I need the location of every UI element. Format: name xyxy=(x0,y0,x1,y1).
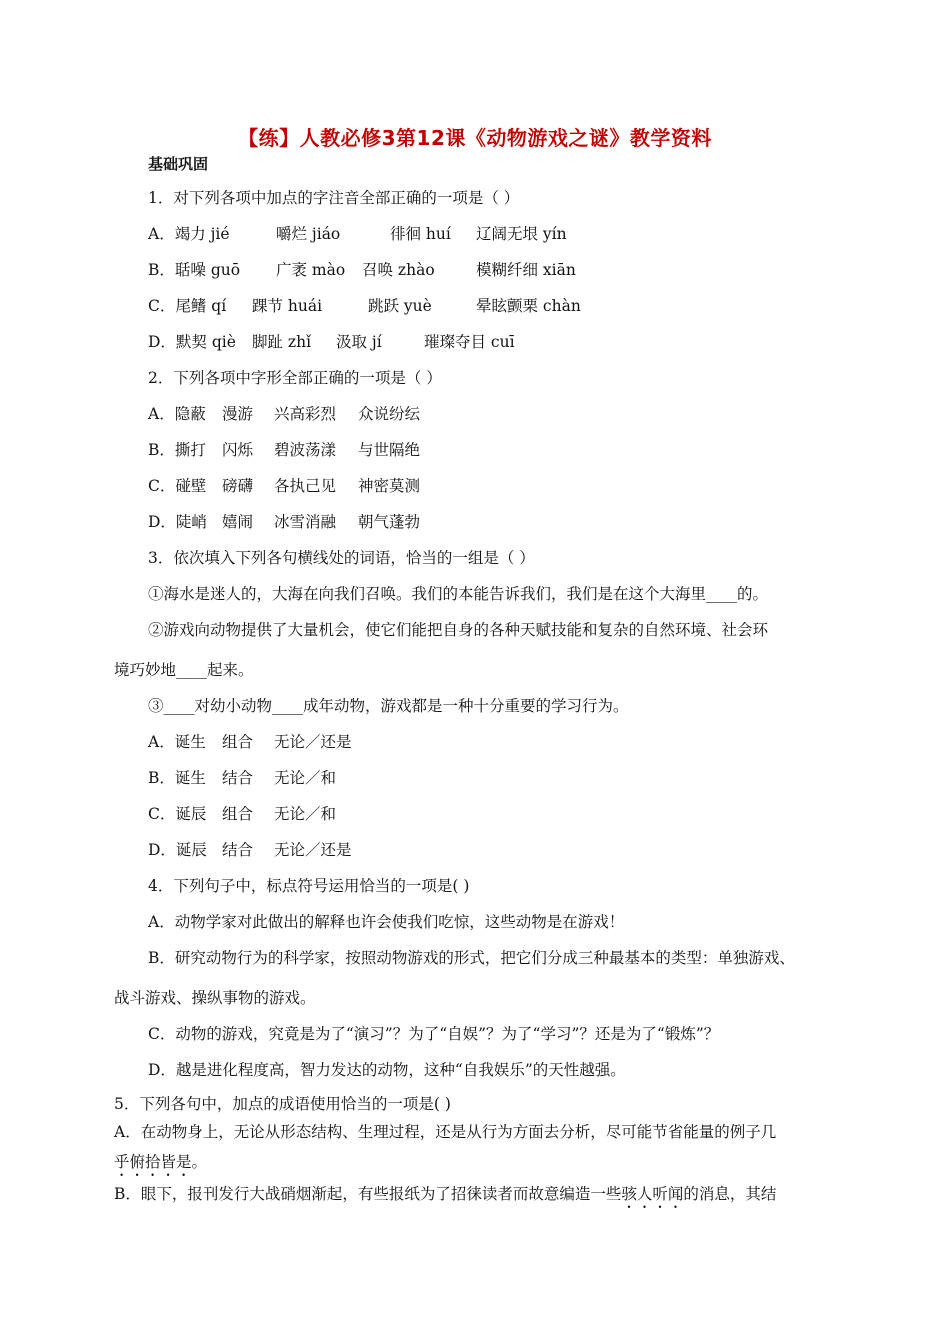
option-b-text-end: 的消息，其结 xyxy=(683,1185,777,1203)
question-4-option-b: B．研究动物行为的科学家，按照动物游戏的形式，把它们分成三种最基本的类型：单独游戏、 xyxy=(148,949,795,967)
option-cell: 徘徊 huí xyxy=(390,225,451,243)
option-cell: D．默契 qiè xyxy=(148,333,236,351)
question-3-sentence-3: ③____对幼小动物____成年动物，游戏都是一种十分重要的学习行为。 xyxy=(148,697,629,715)
question-5-stem: 5．下列各句中，加点的成语使用恰当的一项是( ) xyxy=(114,1095,451,1113)
dotted-idiom: 骇人听闻 xyxy=(621,1185,684,1203)
question-2-option-b xyxy=(148,440,420,460)
option-cell: 组合 xyxy=(222,805,254,823)
question-4-option-a: A．动物学家对此做出的解释也许会使我们吃惊，这些动物是在游戏！ xyxy=(148,913,625,931)
question-5-option-b xyxy=(114,1184,776,1212)
option-cell: 嚼烂 jiáo xyxy=(276,225,341,243)
dotted-idiom: 乎俯拾皆是 xyxy=(114,1153,192,1171)
option-cell: 嬉闹 xyxy=(222,513,254,531)
question-3-sentence-2-continued: 境巧妙地____起来。 xyxy=(114,661,254,679)
option-cell: B．诞生 xyxy=(148,769,206,787)
option-cell: 闪烁 xyxy=(222,441,254,459)
option-cell: 脚趾 zhǐ xyxy=(252,333,312,351)
option-cell: 各执己见 xyxy=(274,477,337,495)
option-cell: 无论／还是 xyxy=(274,733,352,751)
question-4-option-d: D．越是进化程度高，智力发达的动物，这种“自我娱乐”的天性越强。 xyxy=(148,1061,626,1079)
option-cell: 与世隔绝 xyxy=(358,441,421,459)
question-2-stem: 2．下列各项中字形全部正确的一项是（ ） xyxy=(148,369,442,387)
section-heading: 基础巩固 xyxy=(148,155,209,173)
option-cell: D．陡峭 xyxy=(148,513,207,531)
option-cell: 无论／和 xyxy=(274,769,337,787)
option-cell: 璀璨夺目 cuī xyxy=(424,333,515,351)
question-1-option-d xyxy=(148,332,515,352)
question-3-option-d xyxy=(148,840,352,860)
question-3-stem: 3．依次填入下列各句横线处的词语，恰当的一组是（ ） xyxy=(148,549,535,567)
question-3-sentence-2: ②游戏向动物提供了大量机会，使它们能把自身的各种天赋技能和复杂的自然环境、社会环 xyxy=(148,621,769,639)
option-cell: 模糊纤细 xiān xyxy=(476,261,576,279)
question-1-option-a xyxy=(148,224,567,244)
option-cell: 辽阔无垠 yín xyxy=(476,225,567,243)
option-cell: A．隐蔽 xyxy=(148,405,206,423)
question-3-sentence-1: ①海水是迷人的，大海在向我们召唤。我们的本能告诉我们，我们是在这个大海里____的。 xyxy=(148,585,769,603)
option-cell: D．诞辰 xyxy=(148,841,207,859)
question-3-option-c xyxy=(148,804,336,824)
question-1-option-c xyxy=(148,296,581,316)
option-cell: 漫游 xyxy=(222,405,254,423)
option-cell: A．诞生 xyxy=(148,733,206,751)
option-cell: C．诞辰 xyxy=(148,805,207,823)
question-1-option-b xyxy=(148,260,576,280)
option-cell: 磅礴 xyxy=(222,477,254,495)
option-cell: 晕眩颤栗 chàn xyxy=(476,297,581,315)
option-cell: A．竭力 jié xyxy=(148,225,230,243)
question-3-option-b xyxy=(148,768,336,788)
option-cell: 碧波荡漾 xyxy=(274,441,337,459)
option-cell: 无论／还是 xyxy=(274,841,352,859)
option-cell: 冰雪消融 xyxy=(274,513,337,531)
option-cell: 众说纷纭 xyxy=(358,405,421,423)
option-cell: 组合 xyxy=(222,733,254,751)
option-cell: C．尾鳍 qí xyxy=(148,297,227,315)
option-cell: 无论／和 xyxy=(274,805,337,823)
option-b-text: B．眼下，报刊发行大战硝烟渐起，有些报纸为了招徕读者而故意编造一些 xyxy=(114,1185,622,1203)
option-cell: 踝节 huái xyxy=(252,297,323,315)
question-4-stem: 4．下列句子中，标点符号运用恰当的一项是( ) xyxy=(148,877,470,895)
document-title: 【练】人教必修3第12课《动物游戏之谜》教学资料 xyxy=(238,126,712,150)
option-cell: B．聒噪 guō xyxy=(148,261,241,279)
option-cell: 神密莫测 xyxy=(358,477,421,495)
option-cell: 汲取 jí xyxy=(336,333,382,351)
question-2-option-a xyxy=(148,404,420,424)
question-3-option-a xyxy=(148,732,352,752)
option-cell: 跳跃 yuè xyxy=(368,297,432,315)
option-cell: 朝气蓬勃 xyxy=(358,513,421,531)
option-cell: B．撕打 xyxy=(148,441,206,459)
question-4-option-c: C．动物的游戏，究竟是为了“演习”？为了“自娱”？为了“学习”？还是为了“锻炼”？ xyxy=(148,1025,720,1043)
question-5-option-a-continued xyxy=(114,1152,207,1180)
question-1-stem: 1．对下列各项中加点的字注音全部正确的一项是（ ） xyxy=(148,189,520,207)
option-cell: 兴高彩烈 xyxy=(274,405,337,423)
option-cell: 广袤 mào xyxy=(276,261,346,279)
option-cell: 结合 xyxy=(222,841,254,859)
option-cell: 结合 xyxy=(222,769,254,787)
option-cell: C．碰壁 xyxy=(148,477,207,495)
question-5-option-a: A．在动物身上，无论从形态结构、生理过程，还是从行为方面去分析，尽可能节省能量的例子几 xyxy=(114,1123,777,1141)
question-2-option-d xyxy=(148,512,420,532)
option-cell: 召唤 zhào xyxy=(362,261,435,279)
sentence-end: 。 xyxy=(191,1153,208,1171)
question-2-option-c xyxy=(148,476,420,496)
question-4-option-b-continued: 战斗游戏、操纵事物的游戏。 xyxy=(114,989,316,1007)
